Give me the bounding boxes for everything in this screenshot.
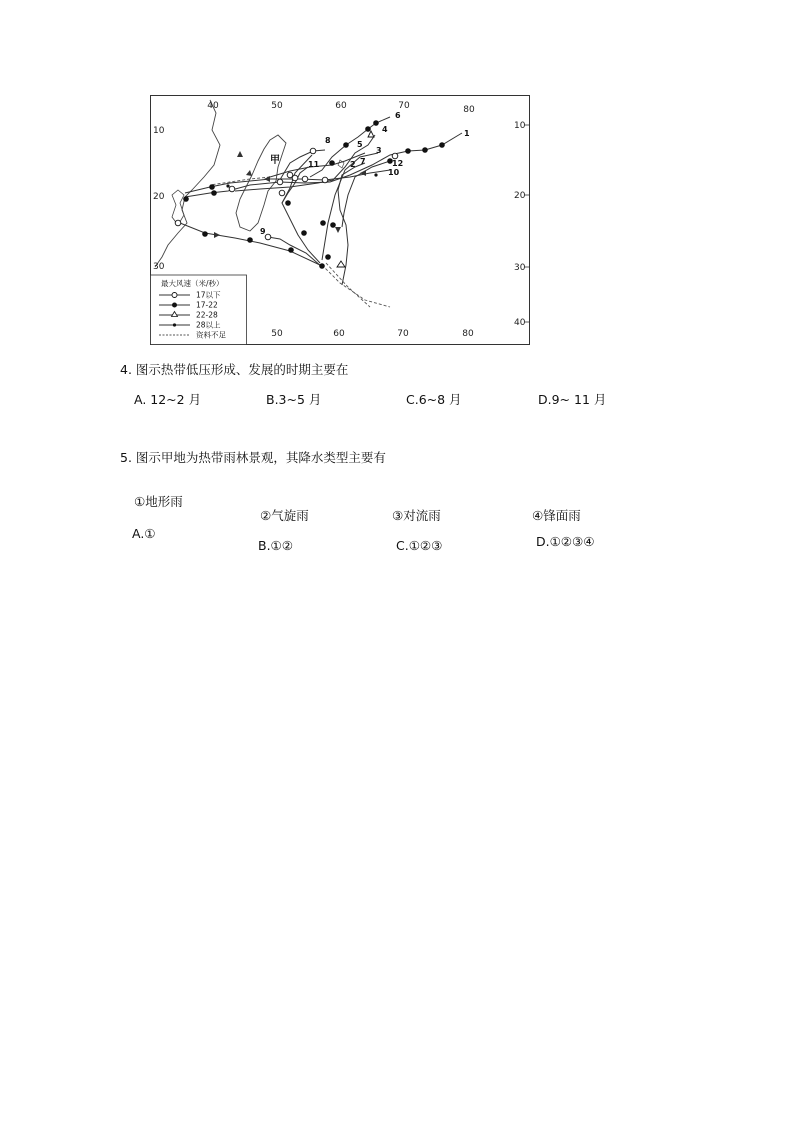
- marker-below-17: [175, 220, 181, 226]
- bottom-lon-label: 60: [333, 329, 345, 339]
- q4-option-b[interactable]: B.3~5 月: [266, 392, 322, 407]
- marker-17-22: [247, 237, 253, 243]
- marker-below-17: [392, 153, 398, 159]
- q5-item-1: ①地形雨: [134, 494, 183, 509]
- q5-option-a[interactable]: A.①: [132, 526, 156, 541]
- q5-option-b[interactable]: B.①②: [258, 538, 293, 553]
- marker-below-17: [322, 177, 328, 183]
- track-number: 9: [260, 227, 266, 236]
- marker-17-22: [373, 120, 379, 126]
- track-number: 11: [308, 160, 320, 169]
- marker-below-17: [292, 175, 298, 181]
- marker-17-22: [285, 200, 291, 206]
- bottom-lon-label: 80: [462, 329, 474, 339]
- marker-17-22: [301, 230, 307, 236]
- marker-17-22: [325, 254, 331, 260]
- marker-17-22: [183, 196, 189, 202]
- marker-17-22: [365, 126, 371, 132]
- q4-option-d[interactable]: D.9~ 11 月: [538, 392, 607, 407]
- track-number: 12: [392, 159, 404, 168]
- q5-item-4: ④锋面雨: [532, 508, 581, 523]
- tropical-depression-track-map: [150, 95, 530, 345]
- right-lat-label: 30: [514, 263, 526, 273]
- marker-17-22: [319, 263, 325, 269]
- track-number: 6: [395, 111, 401, 120]
- q4-option-a[interactable]: A. 12~2 月: [134, 392, 202, 407]
- marker-17-22: [439, 142, 445, 148]
- marker-17-22: [405, 148, 411, 154]
- map-legend: [151, 275, 247, 345]
- q5-option-d[interactable]: D.①②③④: [536, 534, 595, 549]
- q5-stem: 5. 图示甲地为热带雨林景观，其降水类型主要有: [120, 450, 386, 465]
- marker-below-17: [310, 148, 316, 154]
- marker-below-17: [279, 190, 285, 196]
- q4-stem: 4. 图示热带低压形成、发展的时期主要在: [120, 362, 349, 377]
- marker-17-22: [209, 184, 215, 190]
- top-lon-label: 60: [335, 101, 347, 111]
- right-lat-label: 10: [514, 121, 526, 131]
- q4-option-c[interactable]: C.6~8 月: [406, 392, 462, 407]
- legend-item: 17-22: [196, 300, 218, 310]
- track-number: 8: [325, 136, 331, 145]
- marker-28-plus: [226, 184, 229, 187]
- right-lat-label: 40: [514, 318, 526, 328]
- q5-option-c[interactable]: C.①②③: [396, 538, 443, 553]
- left-lat-label: 20: [153, 192, 165, 202]
- legend-item: 资料不足: [196, 330, 226, 340]
- track-number: 1: [464, 129, 470, 138]
- left-lat-label: 10: [153, 126, 165, 136]
- marker-17-22: [202, 231, 208, 237]
- marker-17-22: [343, 142, 349, 148]
- track-number: 7: [360, 157, 366, 166]
- left-lat-label: 30: [153, 262, 165, 272]
- track-number: 10: [388, 168, 400, 177]
- q5-item-2: ②气旋雨: [260, 508, 309, 523]
- marker-17-22: [211, 190, 217, 196]
- right-lat-label: 20: [514, 191, 526, 201]
- top-lon-label: 40: [207, 101, 219, 111]
- marker-28-plus: [374, 173, 377, 176]
- q5-item-3: ③对流雨: [392, 508, 441, 523]
- legend-item: 28以上: [196, 320, 221, 330]
- track-number: 3: [376, 146, 382, 155]
- top-lon-label: 70: [398, 101, 410, 111]
- top-lon-label: 80: [463, 105, 475, 115]
- legend-item: 22-28: [196, 310, 218, 320]
- place-label-jia: 甲: [270, 155, 280, 166]
- bottom-lon-label: 70: [397, 329, 409, 339]
- marker-below-17: [277, 179, 283, 185]
- track-number: 2: [350, 160, 356, 169]
- marker-17-22: [330, 222, 336, 228]
- top-lon-label: 50: [271, 101, 283, 111]
- marker-17-22: [320, 220, 326, 226]
- marker-below-17: [265, 234, 271, 240]
- legend-title: 最大风速（米/秒）: [161, 279, 224, 288]
- bottom-lon-label: 50: [271, 329, 283, 339]
- legend-item: 17以下: [196, 290, 221, 300]
- marker-17-22: [422, 147, 428, 153]
- marker-below-17: [302, 176, 308, 182]
- marker-below-17: [229, 186, 235, 192]
- marker-17-22: [288, 247, 294, 253]
- track-number: 4: [382, 125, 388, 134]
- marker-17-22: [329, 160, 335, 166]
- track-number: 5: [357, 140, 363, 149]
